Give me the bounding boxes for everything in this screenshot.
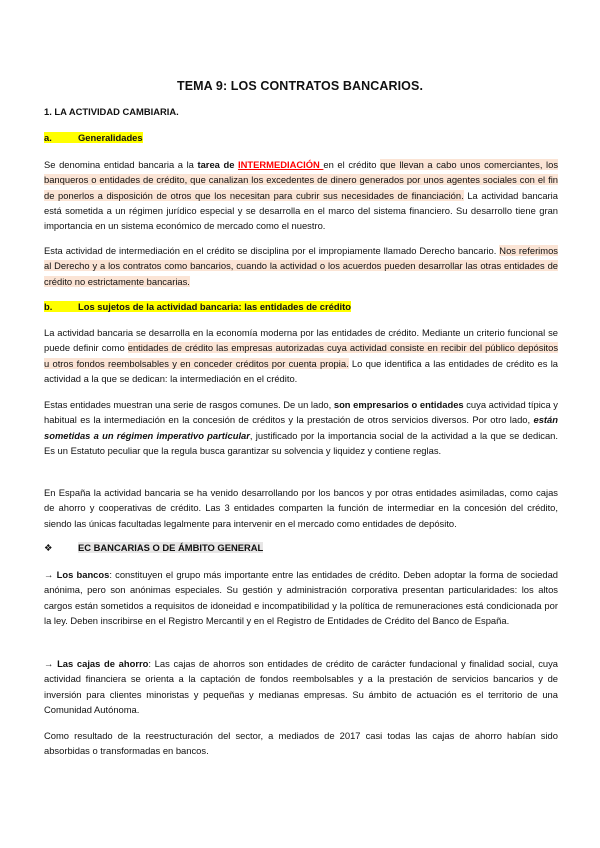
paragraph-2: Esta actividad de intermediación en el crédito se disciplina por el impropiamente llamado Derecho bancario. Nos referimos al Derecho y a los contratos como bancarios, cuando la actividad o los acuerdos pueden desarrollar las otras entidades de crédito no estrictamente bancarias.: [44, 245, 558, 287]
subsection-b-marker: b. Los sujetos de la actividad bancaria: las entidades de crédito: [44, 301, 352, 312]
paragraph-5: En España la actividad bancaria se ha venido desarrollando por los bancos y por otras entidades asimiladas, como cajas de ahorro y cooperativas de crédito. Las 3 entidades comparten la función de intermediar en la concesión del crédito, siendo las únicas facultadas legalmente para intervenir en el mercado como entidades de depósito.: [44, 487, 558, 529]
section-heading: 1. LA ACTIVIDAD CAMBIARIA.: [44, 106, 179, 117]
paragraph-bancos: → Los bancos: constituyen el grupo más importante entre las entidades de crédito. Deben adoptar la forma de sociedad anónima, pero son anónimas especiales. Su gestión y administración corporativa presentan particularidades: los altos cargos están sometidos a requisitos de idoneidad e incompatibilidad y la política de remuneraciones está condicionada por la ley. Deben inscribirse en el Registro Mercantil y en el Registro de Entidades de Crédito del Banco de España.: [44, 569, 559, 626]
subsection-a-marker: a. Generalidades: [44, 132, 143, 143]
paragraph-4: Estas entidades muestran una serie de rasgos comunes. De un lado, son empresarios o entidades cuya actividad típica y habitual es la intermediación en la concesión de créditos y la prestación de otros servicios diversos. Por otro lado, están sometidas a un régimen imperativo particular, justificado por la importancia social de la actividad a la que se dedican. Es un Estatuto peculiar que la regula busca garantizar su solvencia y liquidez y contiene reglas.: [44, 399, 559, 456]
paragraph-8: Como resultado de la reestructuración del sector, a mediados de 2017 casi todas las cajas de ahorro habían sido absorbidas o transformadas en bancos.: [44, 730, 558, 757]
keyword-intermediacion: INTERMEDIACIÓN: [238, 159, 324, 170]
bullet-heading: ❖ EC BANCARIAS O DE ÁMBITO GENERAL: [44, 542, 264, 553]
paragraph-3: La actividad bancaria se desarrolla en la economía moderna por las entidades de crédito. Mediante un criterio funcional se puede definir como entidades de crédito las empresas autorizadas cuya actividad consiste en recibir del público depósitos u otros fondos reembolsables y en conceder créditos por cuenta propia. Lo que identifica a las entidades de crédito es la actividad a la que se dedican: la intermediación en el crédito.: [44, 327, 559, 384]
paragraph-1: Se denomina entidad bancaria a la tarea de INTERMEDIACIÓN en el crédito que llevan a cabo unos comerciantes, los banqueros o entidades de crédito, que canalizan los excedentes de dinero generados por unos agentes sociales con el fin de ponerlos a disposición de otros que los necesitan para cubrir sus necesidades de financiación. La actividad bancaria está sometida a un régimen jurídico especial y se desarrolla en el marco del sistema financiero. Su desarrollo tiene gran importancia en un sistema económico de mercado como el nuestro.: [44, 159, 559, 232]
subsection-b: [44, 301, 351, 312]
page-title: TEMA 9: LOS CONTRATOS BANCARIOS.: [176, 79, 424, 93]
subsection-a: [44, 132, 143, 143]
paragraph-cajas: → Las cajas de ahorro: Las cajas de ahorros son entidades de crédito de carácter fundacional y finalidad social, cuya actividad financiera se orienta a la captación de fondos reembolsables y a la prestación de servicios bancarios y de inversión para clientes minoristas y pequeñas y medianas empresas. Su ámbito de actuación es el territorio de una Comunidad Autónoma.: [44, 658, 558, 715]
diamond-bullet-icon: ❖: [44, 542, 53, 553]
